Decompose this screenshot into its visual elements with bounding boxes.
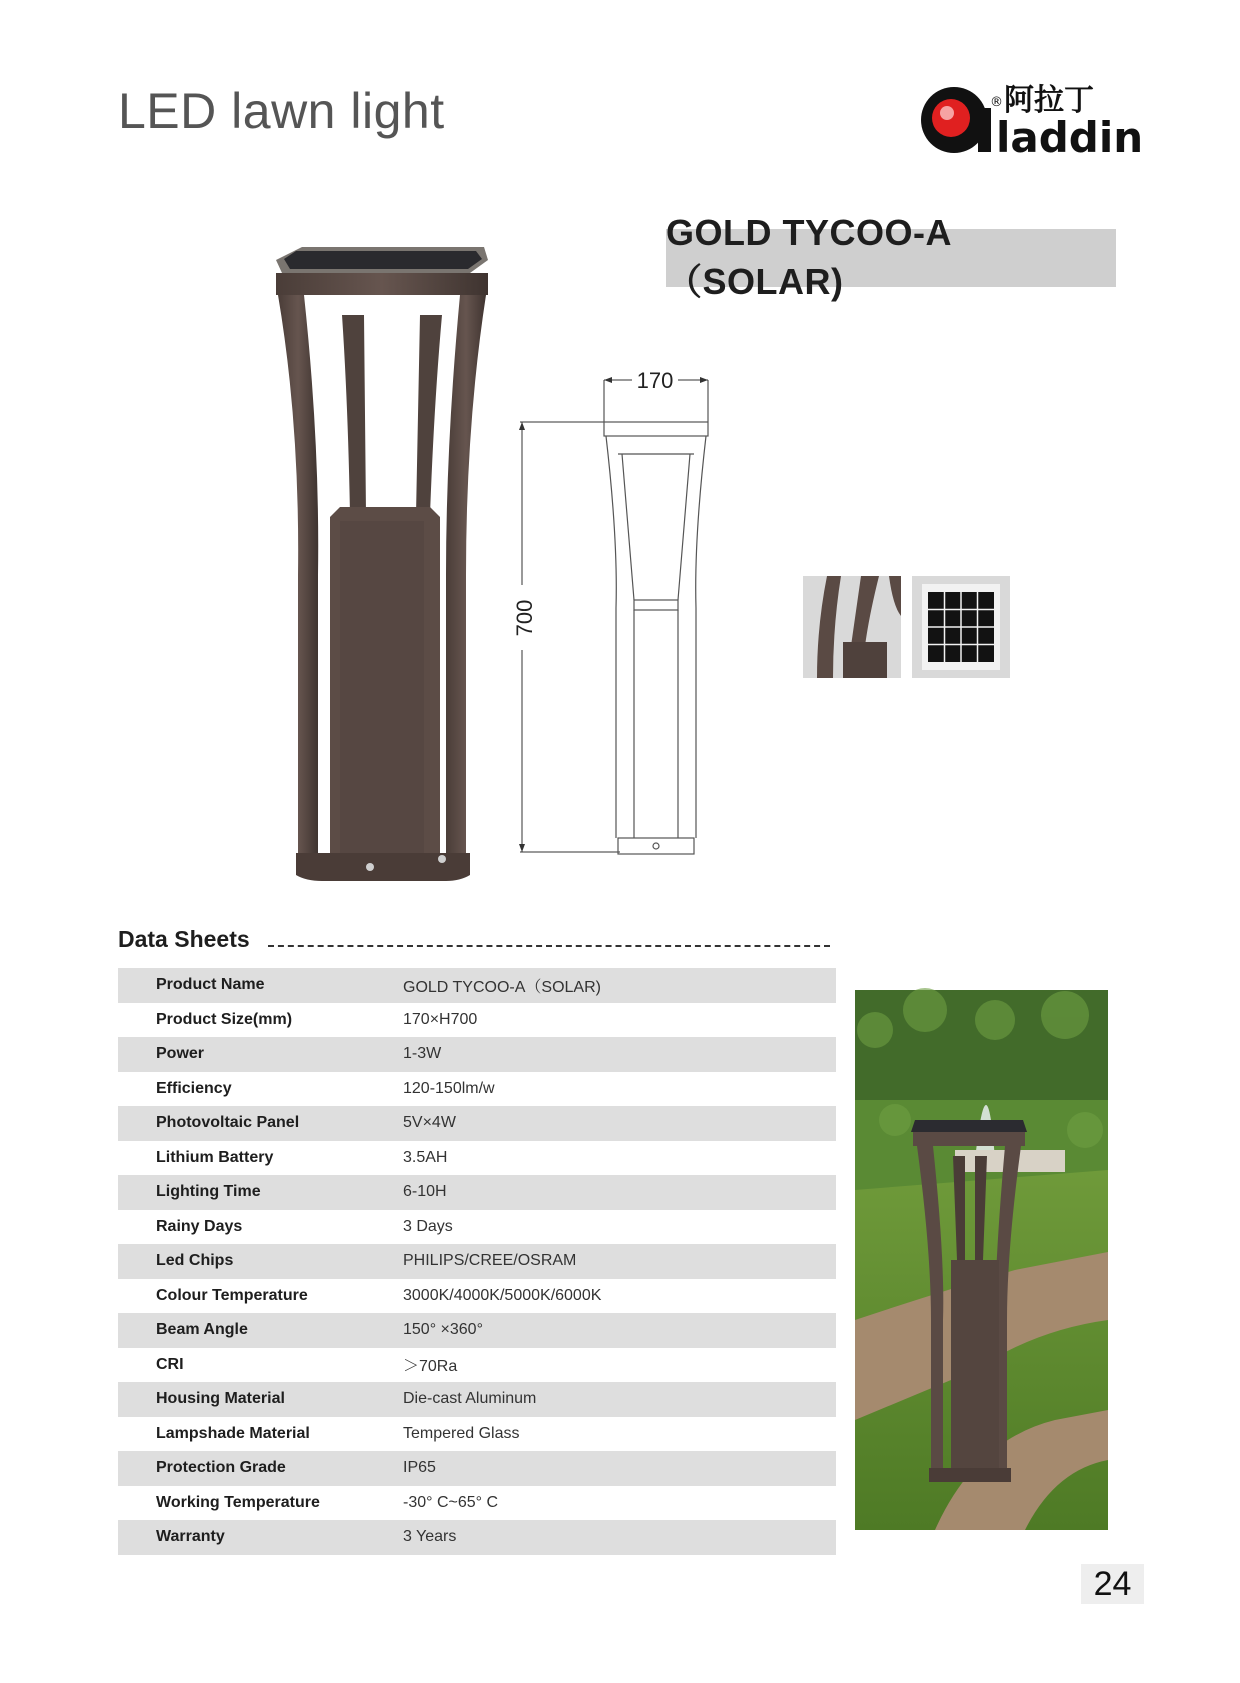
product-photo — [270, 245, 500, 875]
page-title: LED lawn light — [118, 83, 445, 139]
model-name: GOLD TYCOO-A（SOLAR) — [666, 211, 952, 302]
table-row — [118, 1106, 836, 1141]
lamp-detail-thumbnail — [803, 576, 901, 678]
spec-label: Working Temperature — [156, 1493, 320, 1511]
spec-label: Colour Temperature — [156, 1286, 308, 1304]
spec-label: Protection Grade — [118, 1451, 403, 1486]
spec-value: 3000K/4000K/5000K/6000K — [403, 1286, 602, 1304]
table-row — [118, 1348, 836, 1383]
table-row — [118, 1520, 836, 1555]
spec-label: Photovoltaic Panel — [118, 1106, 403, 1141]
table-row — [118, 1451, 836, 1486]
spec-label: Lampshade Material — [156, 1424, 310, 1442]
page-number: 24 — [1081, 1564, 1144, 1604]
table-row — [118, 1417, 836, 1452]
model-banner — [666, 211, 1116, 302]
spec-value: GOLD TYCOO-A（SOLAR) — [403, 968, 836, 1003]
table-row — [118, 968, 836, 1003]
dimension-width-label: 170 — [636, 368, 674, 393]
spec-table — [118, 968, 836, 1555]
spec-label: Efficiency — [156, 1079, 232, 1097]
solar-panel-icon — [912, 576, 1010, 678]
spec-label: Beam Angle — [118, 1313, 403, 1348]
table-row — [118, 1141, 836, 1176]
spec-label: Power — [118, 1037, 403, 1072]
spec-label: Rainy Days — [156, 1217, 243, 1235]
spec-label: Housing Material — [118, 1382, 403, 1417]
spec-value: 6-10H — [403, 1175, 836, 1210]
logo-text-en: laddin — [996, 113, 1144, 162]
spec-value: 3.5AH — [403, 1148, 448, 1166]
svg-text:®: ® — [990, 95, 1003, 110]
logo-text-cn: 阿拉丁 — [1004, 83, 1094, 118]
spec-value: 150° ×360° — [403, 1313, 836, 1348]
table-row — [118, 1175, 836, 1210]
spec-label: Lithium Battery — [156, 1148, 274, 1166]
spec-label: Lighting Time — [118, 1175, 403, 1210]
spec-value: IP65 — [403, 1451, 836, 1486]
spec-label: Product Name — [118, 968, 403, 1003]
data-sheets-title: Data Sheets — [118, 926, 250, 952]
spec-value: Die-cast Aluminum — [403, 1382, 836, 1417]
table-row — [118, 1279, 836, 1314]
spec-value: PHILIPS/CREE/OSRAM — [403, 1244, 836, 1279]
spec-value: -30° C~65° C — [403, 1493, 499, 1511]
aladdin-logo-icon — [920, 78, 1144, 162]
spec-label: Product Size(mm) — [156, 1010, 293, 1028]
table-row — [118, 1210, 836, 1245]
spec-value: 120-150lm/w — [403, 1079, 495, 1097]
table-row — [118, 1003, 836, 1038]
garden-scene-photo — [855, 990, 1108, 1530]
table-row — [118, 1382, 836, 1417]
spec-label: Led Chips — [118, 1244, 403, 1279]
spec-label: CRI — [156, 1355, 184, 1373]
table-row — [118, 1072, 836, 1107]
dimension-drawing — [500, 360, 730, 860]
table-row — [118, 1486, 836, 1521]
spec-value: 5V×4W — [403, 1106, 836, 1141]
spec-value: ＞70Ra — [403, 1358, 458, 1376]
spec-label: Warranty — [118, 1520, 403, 1555]
spec-value: 3 Days — [403, 1217, 453, 1235]
spec-value: 3 Years — [403, 1520, 836, 1555]
section-divider — [268, 945, 830, 947]
table-row — [118, 1037, 836, 1072]
table-row — [118, 1244, 836, 1279]
spec-value: Tempered Glass — [403, 1424, 520, 1442]
table-row — [118, 1313, 836, 1348]
spec-value: 1-3W — [403, 1037, 836, 1072]
spec-value: 170×H700 — [403, 1010, 478, 1028]
dimension-height-label: 700 — [512, 599, 537, 637]
